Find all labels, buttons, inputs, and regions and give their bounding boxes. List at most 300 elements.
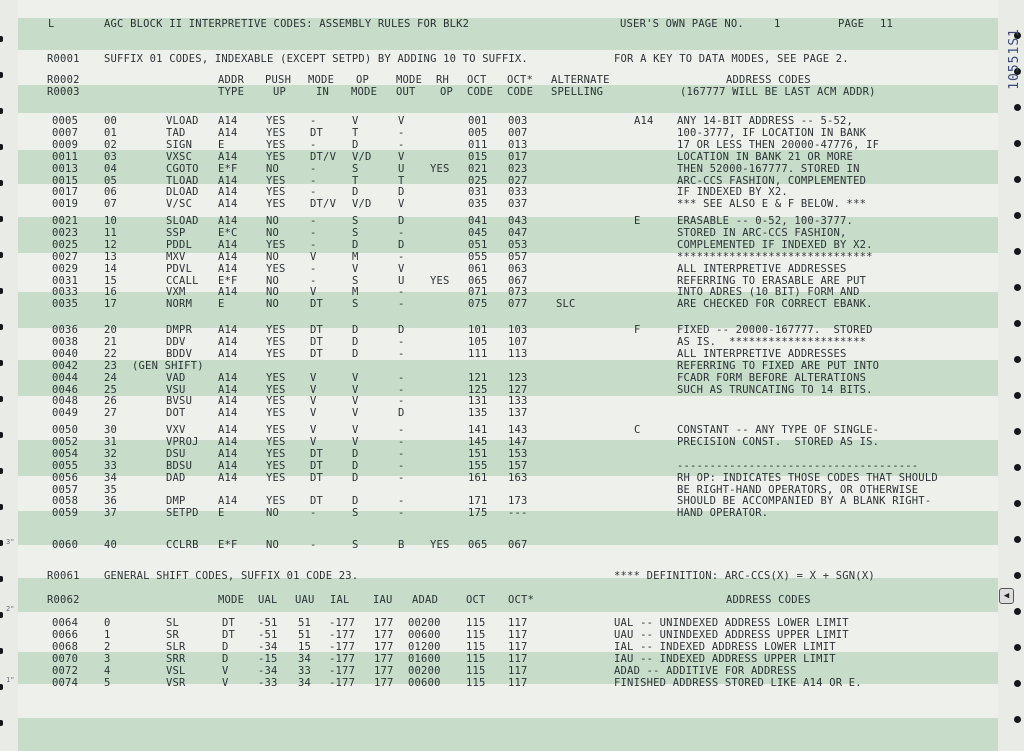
listing-line [0,460,1024,472]
row-address-note: CONSTANT -- ANY TYPE OF SINGLE- [677,424,880,436]
row-oct-star: 047 [508,226,528,239]
row-id: 0057 [52,483,79,496]
row-address-note: ------------------------------------- [677,459,919,472]
row-opcode: SIGN [166,138,193,151]
header-title: AGC BLOCK II INTERPRETIVE CODES: ASSEMBLY RULES FOR BLK2 [104,18,470,30]
row-oct-star: 017 [508,150,528,163]
listing-line [0,472,1024,484]
row-id: 0005 [52,115,79,127]
row-push-up: YES [266,347,286,360]
row-ual: -34 [258,640,278,653]
row-push-up: YES [266,186,286,199]
row-oct-code: 055 [468,250,488,263]
row-opcode: (GEN SHIFT) [132,359,204,372]
row-oct-star: 007 [508,126,528,139]
row-oct-code: 025 [468,174,488,187]
row-push-up: YES [266,150,286,163]
row-oct-star: 117 [508,640,528,653]
row-mode-in: DT [310,347,324,360]
row-opcode: BDSU [166,459,193,472]
listing-line [0,324,1024,336]
row-mode-in: - [310,174,317,187]
row-suffix: 30 [104,424,118,436]
row-oct-code: 151 [468,447,488,460]
row-op-mode: S [352,162,359,175]
row-iau: 177 [374,664,394,677]
row-opcode: DMP [166,495,186,508]
row-op-mode: S [352,539,359,551]
row-addr-type: A14 [218,435,238,448]
row-iau: 177 [374,652,394,665]
row-suffix: 01 [104,126,118,139]
shift-col-header: ADAD [412,594,439,606]
row-push-up: NO [266,286,280,299]
listing-line [0,395,1024,407]
row-id: 0042 [52,359,79,372]
row-id: 0064 [52,617,79,629]
row-uau: 51 [298,628,312,641]
col-header-oct-star: CODE [507,86,534,98]
listing-line [0,163,1024,175]
row-mode-out: - [398,383,405,396]
row-id: 0031 [52,274,79,287]
row-push-up: YES [266,335,286,348]
row-mode-in: DT [310,471,324,484]
row-addr-type: A14 [218,424,238,436]
shift-address-codes-title: ADDRESS CODES [726,594,811,606]
row-suffix: 36 [104,495,118,508]
row-oct-code: 045 [468,226,488,239]
row-opcode: TLOAD [166,174,199,187]
row-id: 0049 [52,407,79,420]
row-rh-op: YES [430,162,450,175]
row-mode: D [222,652,229,665]
row-opcode: CGOTO [166,162,199,175]
row-suffix: 21 [104,335,118,348]
row-id: 0029 [52,262,79,275]
listing-line [0,424,1024,436]
row-oct-code: 171 [468,495,488,508]
row-oct: 115 [466,640,486,653]
row-mode-out: - [398,138,405,151]
row-op-mode: S [352,507,359,520]
row-suffix: 37 [104,507,118,520]
listing-line [0,407,1024,419]
row-adad: 00200 [408,617,441,629]
row-oct-code: 001 [468,115,488,127]
row-mode-in: V [310,250,317,263]
row-shift-note: UAL -- UNINDEXED ADDRESS LOWER LIMIT [614,617,849,629]
row-oct-star: 063 [508,262,528,275]
row-mode-out: - [398,495,405,508]
row-push-up: YES [266,447,286,460]
col-header-mode-in: MODE [308,74,335,86]
row-op-mode: V [352,407,359,420]
row-op-mode: V [352,262,359,275]
row-uau: 34 [298,652,312,665]
row-shift-note: UAU -- UNINDEXED ADDRESS UPPER LIMIT [614,628,849,641]
row-op-mode: T [352,126,359,139]
row-mode-out: - [398,459,405,472]
row-opcode: V/SC [166,198,193,211]
row-mode-out: V [398,150,405,163]
row-opcode: DAD [166,471,186,484]
row-suffix: 24 [104,371,118,384]
row-opcode: VLOAD [166,115,199,127]
row-mode-in: DT [310,324,324,336]
row-suffix: 35 [104,483,118,496]
row-oct-star: 147 [508,435,528,448]
row-push-up: YES [266,138,286,151]
shift-col-header: OCT [466,594,486,606]
row-suffix: 16 [104,286,118,299]
listing-line [0,617,1024,629]
row-mode-in: - [310,162,317,175]
row-oct-code: 111 [468,347,488,360]
side-handwritten-mark: 10551S1 [1007,28,1022,90]
row-address-tag: E [634,215,641,227]
row-ial: -177 [329,664,356,677]
row-mode-in: DT [310,495,324,508]
row-address-note: SUCH AS TRUNCATING TO 14 BITS. [677,383,873,396]
row-shift-note: IAL -- INDEXED ADDRESS LOWER LIMIT [614,640,836,653]
row-addr-type: A14 [218,215,238,227]
row-addr-type: A14 [218,250,238,263]
row-suffix: 05 [104,174,118,187]
row-oct-star: 117 [508,628,528,641]
shift-col-header: IAU [373,594,393,606]
margin-inch-mark: 3" [6,538,15,546]
listing-line [0,151,1024,163]
row-id: 0060 [52,539,79,551]
row-push-up: NO [266,215,280,227]
row-address-note: HAND OPERATOR. [677,507,769,520]
row-op-mode: D [352,447,359,460]
listing-line [0,74,1024,86]
row-op-mode: D [352,238,359,251]
row-mode-out: - [398,435,405,448]
row-oct-code: 035 [468,198,488,211]
margin-inch-mark: 1" [6,676,15,684]
row-op-mode: V/D [352,150,372,163]
row-opcode: CCALL [166,274,199,287]
row-address-note: THEN 52000-167777. STORED IN [677,162,860,175]
row-suffix: 03 [104,150,118,163]
row-addr-type: A14 [218,495,238,508]
listing-line [0,336,1024,348]
row-suffix: 10 [104,215,118,227]
row-mode-out: - [398,507,405,520]
row-ual: -34 [258,664,278,677]
row-address-note: ****************************** [677,250,873,263]
row-oct-code: 135 [468,407,488,420]
row-iau: 177 [374,676,394,689]
row-address-note: RH OP: INDICATES THOSE CODES THAT SHOULD [677,471,938,484]
row-op-mode: D [352,471,359,484]
row-push-up: YES [266,126,286,139]
row-adad: 01200 [408,640,441,653]
row-suffix: 1 [104,628,111,641]
row-mode-out: T [398,174,405,187]
row-id: 0054 [52,447,79,460]
row-addr-type: A14 [218,371,238,384]
row-ial: -177 [329,652,356,665]
row-op-mode: D [352,459,359,472]
row-address-tag: C [634,424,641,436]
header-mark: L [48,18,55,30]
shift-col-header: OCT* [508,594,535,606]
listing-line [0,275,1024,287]
row-oct: 115 [466,676,486,689]
row-push-up: YES [266,371,286,384]
row-suffix: 31 [104,435,118,448]
row-mode-out: U [398,274,405,287]
row-id: 0017 [52,186,79,199]
listing-line [0,653,1024,665]
row-suffix: 07 [104,198,118,211]
page-scroll-arrow-icon[interactable]: ◀ [999,588,1014,604]
row-opcode: VSR [166,676,186,689]
row-adad: 00200 [408,664,441,677]
listing-line [0,484,1024,496]
col-header-rh-op: RH [436,74,450,86]
row-addr-type: E [218,138,225,151]
listing-line [0,227,1024,239]
row-oct-code: 161 [468,471,488,484]
row-oct-code: 101 [468,324,488,336]
row-id: 0072 [52,664,79,677]
listing-line [0,665,1024,677]
row-opcode: DOT [166,407,186,420]
row-address-note: AS IS. ********************* [677,335,867,348]
listing-line [0,198,1024,210]
row-address-note: ANY 14-BIT ADDRESS -- 5-52, [677,115,854,127]
row-address-note: FCADR FORM BEFORE ALTERATIONS [677,371,867,384]
row-opcode: PDDL [166,238,193,251]
row-op-mode: V [352,435,359,448]
col-header-oct-code: OCT [467,74,487,86]
tractor-hole [1014,104,1021,111]
row-oct-star: 157 [508,459,528,472]
row-ial: -177 [329,676,356,689]
row-mode-out: - [398,471,405,484]
listing-line [0,539,1024,551]
row-address-note: COMPLEMENTED IF INDEXED BY X2. [677,238,873,251]
row-suffix: 14 [104,262,118,275]
row-push-up: YES [266,198,286,211]
row-op-mode: T [352,174,359,187]
row-iau: 177 [374,628,394,641]
listing-line [0,215,1024,227]
row-oct-code: 011 [468,138,488,151]
listing-line [0,175,1024,187]
row-addr-type: A14 [218,335,238,348]
col-header-push: PUSH [265,74,292,86]
row-address-note: REFERRING TO ERASABLE ARE PUT [677,274,867,287]
listing-line [0,298,1024,310]
row-opcode: BDDV [166,347,193,360]
row-suffix: 12 [104,238,118,251]
row-push-up: YES [266,459,286,472]
line-id: R0002 [47,74,80,86]
row-addr-type: A14 [218,347,238,360]
row-addr-type: A14 [218,395,238,408]
listing-line [0,360,1024,372]
row-ual: -51 [258,617,278,629]
row-uau: 51 [298,617,312,629]
row-push-up: YES [266,324,286,336]
row-id: 0021 [52,215,79,227]
row-suffix: 5 [104,676,111,689]
row-opcode: SR [166,628,180,641]
listing-line [0,629,1024,641]
row-address-note: SHOULD BE ACCOMPANIED BY A BLANK RIGHT- [677,495,932,508]
row-id: 0050 [52,424,79,436]
row-suffix: 23 [104,359,118,372]
listing-line [0,448,1024,460]
tractor-hole [0,36,3,42]
row-id: 0070 [52,652,79,665]
row-mode-in: DT [310,447,324,460]
row-op-mode: S [352,215,359,227]
row-id: 0044 [52,371,79,384]
row-addr-type: E*F [218,539,238,551]
row-oct-code: 141 [468,424,488,436]
row-mode-out: - [398,395,405,408]
row-mode-in: DT [310,298,324,311]
row-mode-out: - [398,371,405,384]
col-header-alternate: ALTERNATE [551,74,610,86]
row-id: 0015 [52,174,79,187]
listing-line [0,127,1024,139]
row-oct-code: 145 [468,435,488,448]
col-header-op-mode: OP [356,74,370,86]
row-op-mode: D [352,138,359,151]
row-iau: 177 [374,640,394,653]
listing-line [0,53,1024,65]
arc-ccs-definition: **** DEFINITION: ARC-CCS(X) = X + SGN(X) [614,570,875,582]
row-id: 0007 [52,126,79,139]
listing-line [0,641,1024,653]
row-addr-type: A14 [218,459,238,472]
row-opcode: SETPD [166,507,199,520]
row-oct-star: 003 [508,115,528,127]
row-addr-type: A14 [218,115,238,127]
row-mode-in: - [310,186,317,199]
row-addr-type: A14 [218,150,238,163]
row-suffix: 33 [104,459,118,472]
row-mode-in: - [310,226,317,239]
row-address-note: FIXED -- 20000-167777. STORED [677,324,873,336]
row-suffix: 34 [104,471,118,484]
row-oct-star: 117 [508,676,528,689]
row-uau: 15 [298,640,312,653]
row-push-up: NO [266,507,280,520]
row-oct-star: 117 [508,617,528,629]
row-suffix: 04 [104,162,118,175]
col-header-rh-op: OP [440,86,454,98]
listing-line [0,677,1024,689]
col-header-address-codes: ADDRESS CODES [726,74,811,86]
row-address-tag: F [634,324,641,336]
row-oct-code: 175 [468,507,488,520]
row-mode: DT [222,628,236,641]
row-oct-star: 073 [508,286,528,299]
row-oct-code: 105 [468,335,488,348]
row-ual: -15 [258,652,278,665]
row-id: 0011 [52,150,79,163]
row-mode-out: D [398,215,405,227]
row-push-up: YES [266,424,286,436]
row-op-mode: S [352,226,359,239]
row-opcode: SLOAD [166,215,199,227]
row-op-mode: D [352,186,359,199]
row-uau: 33 [298,664,312,677]
tractor-hole [0,108,3,114]
row-mode-out: D [398,324,405,336]
row-id: 0033 [52,286,79,299]
row-push-up: YES [266,115,286,127]
row-oct-star: 027 [508,174,528,187]
page-number: 11 [880,18,894,30]
row-addr-type: E*C [218,226,238,239]
listing-line [0,18,1024,30]
shift-col-header: MODE [218,594,245,606]
row-ual: -51 [258,628,278,641]
row-address-note: ALL INTERPRETIVE ADDRESSES [677,262,847,275]
row-oct-star: 057 [508,250,528,263]
tractor-hole [1014,716,1021,723]
row-oct-code: 041 [468,215,488,227]
row-opcode: SRR [166,652,186,665]
shift-col-header: UAL [258,594,278,606]
tractor-hole [0,720,3,726]
row-id: 0038 [52,335,79,348]
row-mode-in: V [310,395,317,408]
listing-line [0,570,1024,582]
green-band [18,718,998,751]
row-oct-star: 137 [508,407,528,420]
row-id: 0058 [52,495,79,508]
row-addr-type: A14 [218,286,238,299]
row-oct-star: 013 [508,138,528,151]
row-oct-star: 053 [508,238,528,251]
row-addr-type: A14 [218,186,238,199]
row-shift-note: IAU -- INDEXED ADDRESS UPPER LIMIT [614,652,836,665]
row-suffix: 27 [104,407,118,420]
row-mode-out: - [398,298,405,311]
row-opcode: DMPR [166,324,193,336]
row-push-up: NO [266,274,280,287]
row-addr-type: E*F [218,274,238,287]
row-mode-in: - [310,115,317,127]
row-suffix: 11 [104,226,118,239]
row-op-mode: M [352,286,359,299]
row-address-note: IF INDEXED BY X2. [677,186,788,199]
row-mode-in: - [310,539,317,551]
row-oct-code: 065 [468,274,488,287]
row-addr-type: A14 [218,262,238,275]
row-mode-in: - [310,238,317,251]
row-push-up: YES [266,435,286,448]
row-id: 0068 [52,640,79,653]
row-id: 0048 [52,395,79,408]
listing-line [0,348,1024,360]
row-op-mode: M [352,250,359,263]
row-opcode: PDVL [166,262,193,275]
row-mode-in: DT [310,459,324,472]
row-address-note: LOCATION IN BANK 21 OR MORE [677,150,854,163]
